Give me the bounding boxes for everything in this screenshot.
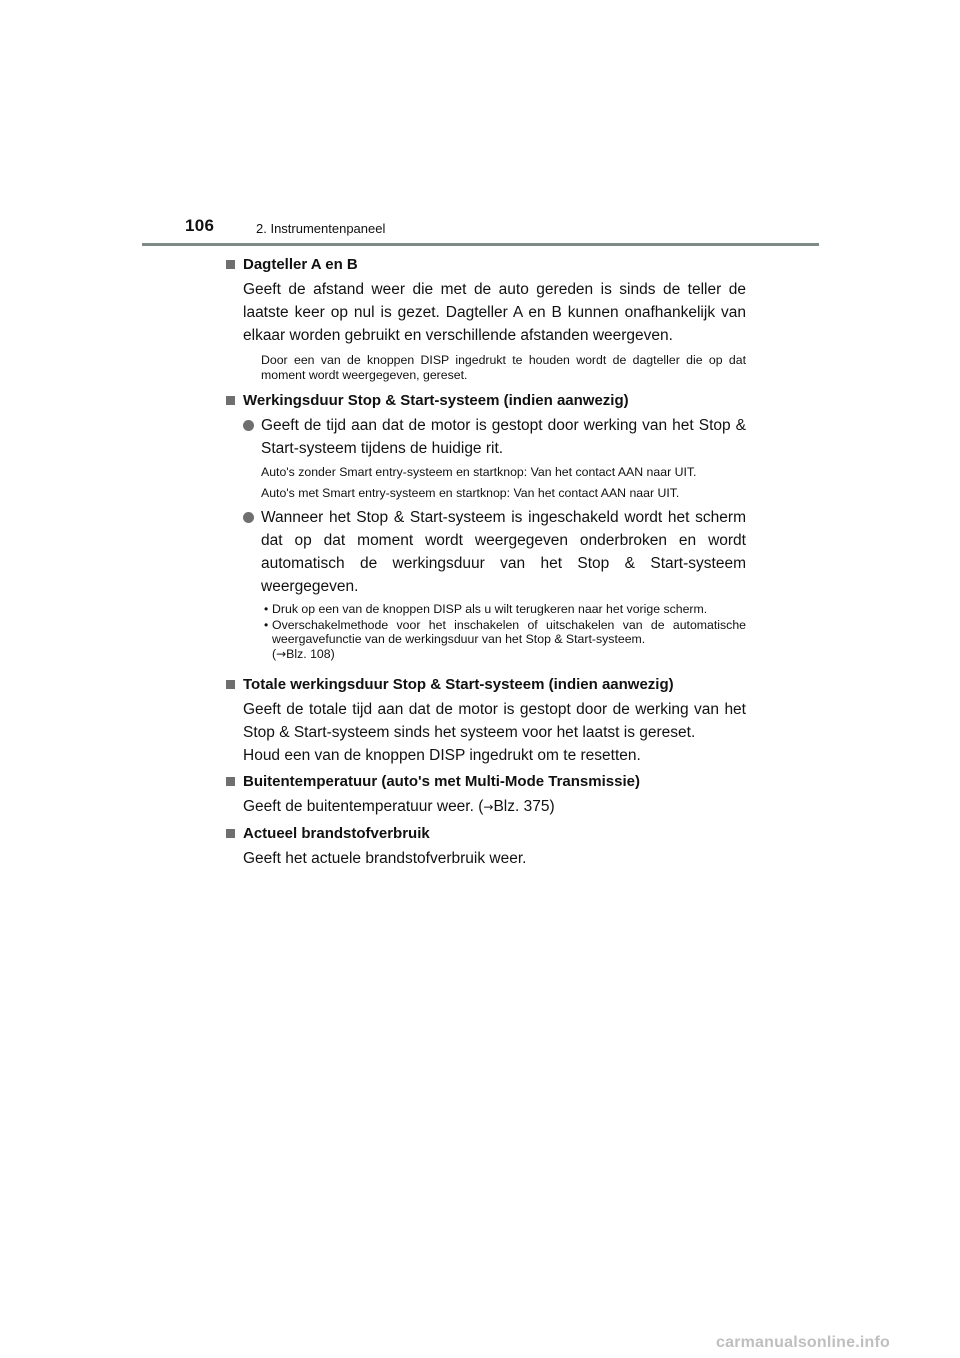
small-dot-icon: • bbox=[264, 617, 269, 632]
round-bullet-icon bbox=[243, 420, 254, 431]
section-brandstof bbox=[224, 823, 746, 870]
arrow-right-icon: → bbox=[276, 646, 287, 661]
section-body: Geeft de buitentemperatuur weer. (→Blz. 375) bbox=[243, 798, 555, 815]
section-totaal bbox=[224, 674, 746, 767]
section-body: Geeft het actuele brandstofverbruik weer. bbox=[243, 850, 527, 867]
bullet-item: Wanneer het Stop & Start-systeem is ingeschakeld wordt het scherm dat op dat moment wordt weergegeven onderbroken en wordt automatisch de werkingsduur van het Stop & Start-systeem weergegeven. bbox=[224, 506, 746, 598]
header-divider bbox=[142, 243, 819, 246]
section-note: Auto's zonder Smart entry-systeem en startknop: Van het contact AAN naar UIT. bbox=[261, 465, 697, 479]
page-content bbox=[224, 254, 746, 874]
section-note: Door een van de knoppen DISP ingedrukt te houden wordt de dagteller die op dat moment wordt weergegeven, gereset. bbox=[261, 353, 746, 382]
section-heading: Actueel brandstofverbruik bbox=[224, 823, 746, 844]
square-bullet-icon bbox=[226, 396, 235, 405]
watermark: carmanualsonline.info bbox=[716, 1334, 891, 1351]
section-dagteller bbox=[224, 254, 746, 382]
section-note: Auto's met Smart entry-systeem en startknop: Van het contact AAN naar UIT. bbox=[261, 486, 680, 500]
sub-bullet-item: • Overschakelmethode voor het inschakelen of uitschakelen van de automatische weergavefunctie van de werkingsduur van het Stop & Start-systeem. (→Blz. 108) bbox=[264, 617, 746, 661]
square-bullet-icon bbox=[226, 260, 235, 269]
chapter-title: 2. Instrumentenpaneel bbox=[256, 221, 386, 236]
page-reference: Blz. 108) bbox=[286, 646, 335, 661]
page-number: 106 bbox=[185, 216, 215, 235]
square-bullet-icon bbox=[226, 777, 235, 786]
section-body: Houd een van de knoppen DISP ingedrukt om te resetten. bbox=[243, 747, 641, 764]
bullet-item: Geeft de tijd aan dat de motor is gestopt door werking van het Stop & Start-systeem tijdens de huidige rit. bbox=[224, 414, 746, 460]
round-bullet-icon bbox=[243, 512, 254, 523]
sub-bullet-item: • Druk op een van de knoppen DISP als u wilt terugkeren naar het vorige scherm. bbox=[264, 602, 708, 616]
section-heading: Werkingsduur Stop & Start-systeem (indien aanwezig) bbox=[224, 390, 746, 411]
arrow-right-icon: → bbox=[483, 800, 494, 814]
square-bullet-icon bbox=[226, 680, 235, 689]
section-body: Geeft de afstand weer die met de auto gereden is sinds de teller de laatste keer op nul is gezet. Dagteller A en B kunnen onafhankelijk van elkaar worden gebruikt en verschillende afstanden weergeven. bbox=[243, 281, 746, 344]
page-reference: Blz. 375) bbox=[493, 798, 555, 815]
section-body: Geeft de totale tijd aan dat de motor is gestopt door de werking van het Stop & Start-systeem sinds het systeem voor het laatst is gereset. bbox=[243, 701, 746, 741]
section-werkingsduur bbox=[224, 390, 746, 670]
square-bullet-icon bbox=[226, 829, 235, 838]
section-heading: Totale werkingsduur Stop & Start-systeem (indien aanwezig) bbox=[224, 674, 746, 695]
section-buitentemp bbox=[224, 771, 746, 819]
small-dot-icon: • bbox=[264, 602, 269, 616]
section-heading: Buitentemperatuur (auto's met Multi-Mode Transmissie) bbox=[224, 771, 746, 792]
page-header bbox=[0, 0, 960, 250]
section-heading: Dagteller A en B bbox=[224, 254, 746, 275]
